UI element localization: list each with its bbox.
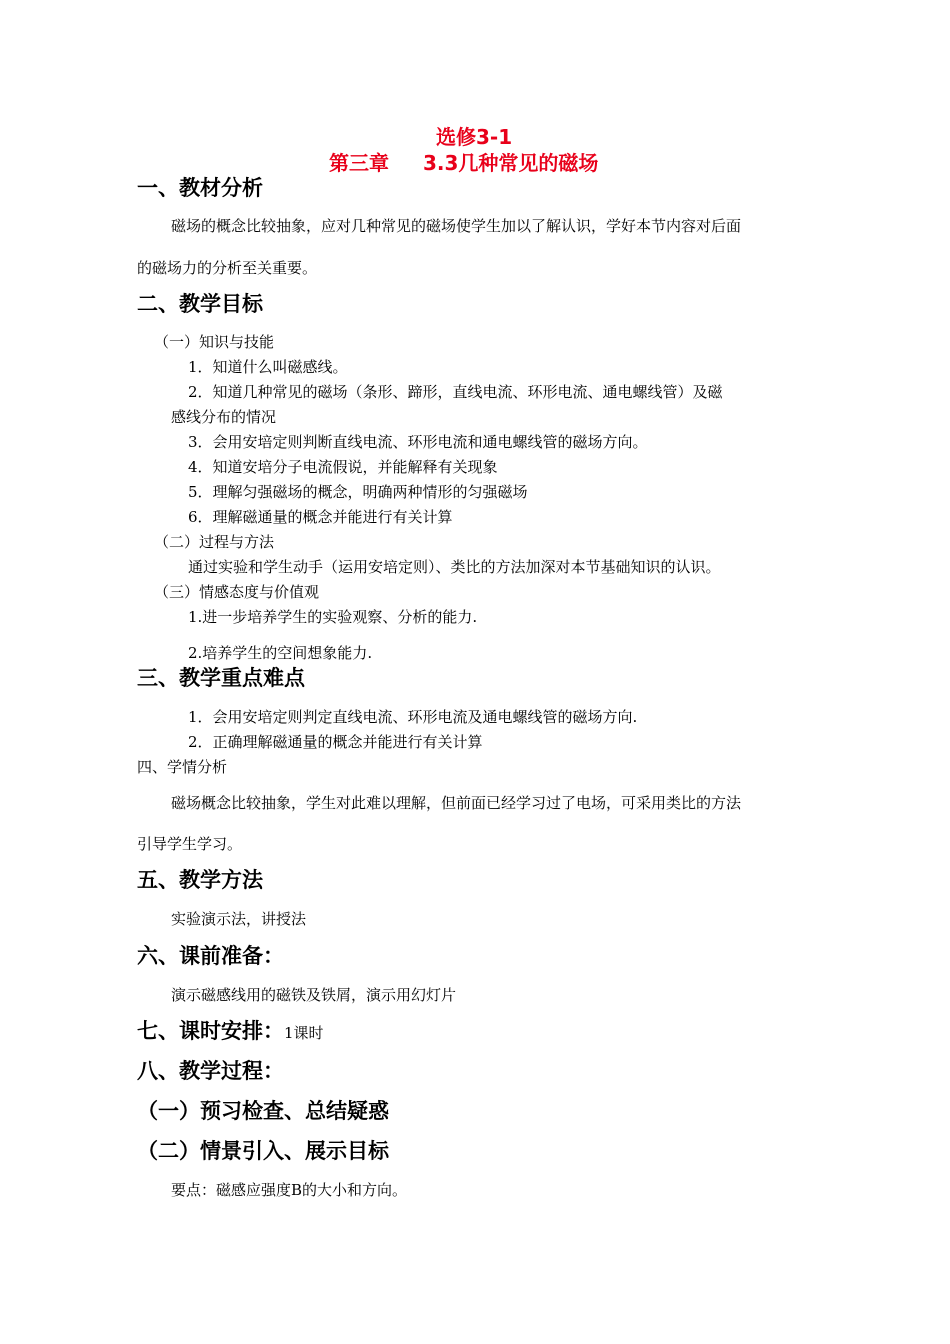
heading-teaching-process: 八、教学过程： — [137, 1059, 284, 1083]
paragraph-line: 要点：磁感应强度B的大小和方向。 — [171, 1181, 408, 1199]
subheading-preview-check: （一）预习检查、总结疑惑 — [137, 1099, 389, 1123]
list-item: 2．正确理解磁通量的概念并能进行有关计算 — [188, 733, 483, 751]
paragraph-line: 磁场的概念比较抽象，应对几种常见的磁场使学生加以了解认识，学好本节内容对后面 — [171, 217, 742, 235]
heading-student-analysis: 四、学情分析 — [137, 758, 228, 776]
heading-textbook-analysis: 一、教材分析 — [137, 176, 263, 200]
heading-teaching-goals: 二、教学目标 — [137, 292, 263, 316]
list-item: 1．知道什么叫磁感线。 — [188, 358, 348, 376]
paragraph-line: 实验演示法，讲授法 — [171, 910, 307, 928]
subheading-attitude-values: （三）情感态度与价值观 — [154, 583, 320, 601]
section-label: 3.3几种常见的磁场 — [423, 151, 599, 175]
list-item-continuation: 感线分布的情况 — [171, 408, 277, 426]
subheading-knowledge-skills: （一）知识与技能 — [154, 333, 275, 351]
schedule-value: 1课时 — [284, 1024, 324, 1042]
subheading-process-method: （二）过程与方法 — [154, 533, 275, 551]
paragraph-line: 通过实验和学生动手（运用安培定则）、类比的方法加深对本节基础知识的认识。 — [188, 558, 721, 576]
list-item: 6．理解磁通量的概念并能进行有关计算 — [188, 508, 453, 526]
heading-key-difficult-points: 三、教学重点难点 — [137, 666, 305, 690]
paragraph-line: 引导学生学习。 — [137, 835, 243, 853]
list-item: 2．知道几种常见的磁场（条形、蹄形，直线电流、环形电流、通电螺线管）及磁 — [188, 383, 723, 401]
schedule-label: 七、课时安排： — [137, 1019, 284, 1043]
paragraph-line: 的磁场力的分析至关重要。 — [137, 259, 318, 277]
heading-schedule — [137, 1017, 324, 1047]
list-item: 3．会用安培定则判断直线电流、环形电流和通电螺线管的磁场方向。 — [188, 433, 648, 451]
heading-teaching-methods: 五、教学方法 — [137, 868, 263, 892]
list-item: 4．知道安培分子电流假说，并能解释有关现象 — [188, 458, 498, 476]
list-item: 1.进一步培养学生的实验观察、分析的能力. — [188, 608, 478, 626]
heading-preparation: 六、课前准备： — [137, 944, 284, 968]
subheading-scenario-intro: （二）情景引入、展示目标 — [137, 1139, 389, 1163]
paragraph-line: 磁场概念比较抽象，学生对此难以理解，但前面已经学习过了电场，可采用类比的方法 — [171, 794, 742, 812]
chapter-label: 第三章 — [329, 151, 389, 175]
list-item: 2.培养学生的空间想象能力. — [188, 644, 373, 662]
title-line-2 — [329, 150, 598, 176]
list-item: 5．理解匀强磁场的概念，明确两种情形的匀强磁场 — [188, 483, 528, 501]
title-line-1: 选修3-1 — [436, 125, 513, 149]
paragraph-line: 演示磁感线用的磁铁及铁屑，演示用幻灯片 — [171, 986, 457, 1004]
list-item: 1．会用安培定则判定直线电流、环形电流及通电螺线管的磁场方向. — [188, 708, 638, 726]
